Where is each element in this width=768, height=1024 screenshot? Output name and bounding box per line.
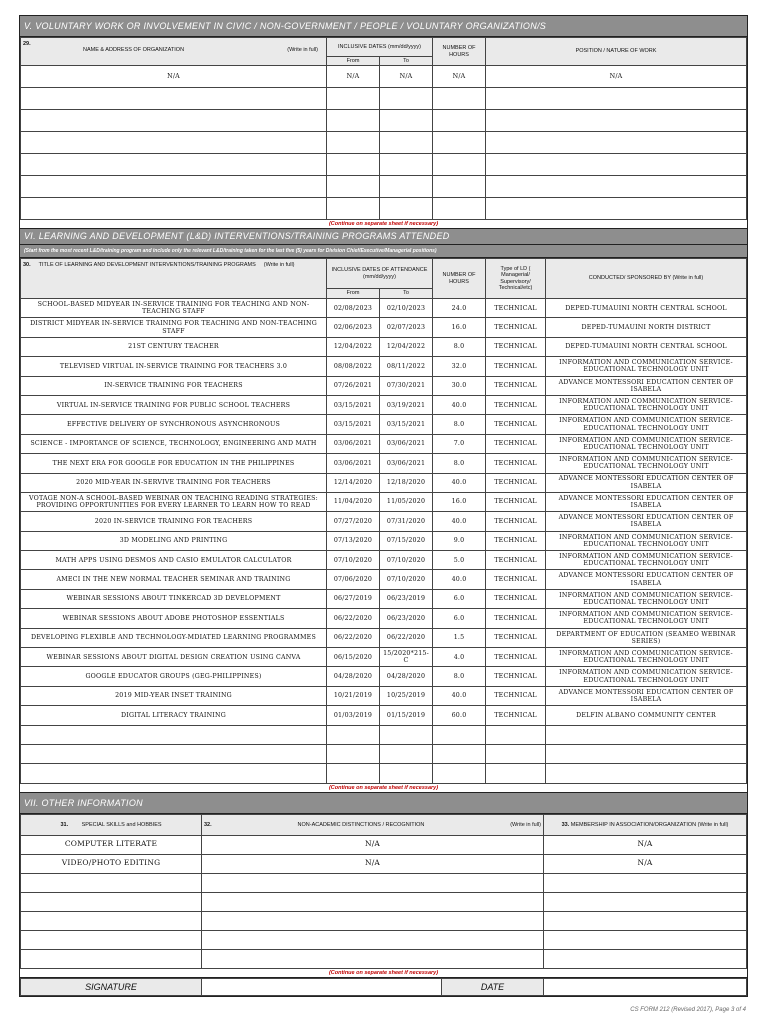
item-number: 30. bbox=[23, 262, 31, 268]
hours-cell[interactable]: 6.0 bbox=[433, 589, 486, 608]
sponsor-cell[interactable]: INFORMATION AND COMMUNICATION SERVICE-EDUCATIONAL TECHNOLOGY UNIT bbox=[546, 454, 747, 473]
table-row bbox=[21, 512, 747, 531]
from-cell[interactable]: 03/06/2021 bbox=[327, 434, 380, 453]
hours-cell[interactable]: 40.0 bbox=[433, 686, 486, 705]
hours-cell[interactable] bbox=[433, 154, 486, 176]
table-row bbox=[21, 648, 747, 667]
from-cell[interactable]: 06/22/2020 bbox=[327, 609, 380, 628]
to-cell[interactable] bbox=[380, 176, 433, 198]
training-title-cell[interactable]: THE NEXT ERA FOR GOOGLE FOR EDUCATION IN THE PHILIPPINES bbox=[21, 454, 327, 473]
training-title-cell[interactable]: TELEVISED VIRTUAL IN-SERVICE TRAINING FOR TEACHERS 3.0 bbox=[21, 357, 327, 376]
to-cell[interactable]: N/A bbox=[380, 66, 433, 88]
skill-cell[interactable]: COMPUTER LITERATE bbox=[21, 835, 202, 854]
org-cell[interactable] bbox=[21, 132, 327, 154]
training-title-cell[interactable]: 2019 MID-YEAR INSET TRAINING bbox=[21, 686, 327, 705]
org-column-note: (Write in full) bbox=[287, 47, 318, 54]
skill-cell[interactable] bbox=[21, 930, 202, 949]
from-cell[interactable]: 01/03/2019 bbox=[327, 706, 380, 725]
to-cell[interactable]: 01/15/2019 bbox=[380, 706, 433, 725]
to-cell[interactable]: 12/04/2022 bbox=[380, 337, 433, 356]
hours-cell[interactable]: 32.0 bbox=[433, 357, 486, 376]
ld-type-header: Type of LD ( Managerial/ Supervisory/ Technical/etc) bbox=[486, 259, 546, 299]
type-cell[interactable] bbox=[486, 764, 546, 783]
to-cell[interactable] bbox=[380, 764, 433, 783]
from-cell[interactable]: 02/06/2023 bbox=[327, 318, 380, 337]
org-cell[interactable] bbox=[21, 110, 327, 132]
date-field[interactable] bbox=[544, 978, 747, 995]
learning-development-table bbox=[20, 258, 747, 784]
training-title-cell[interactable]: 2020 IN-SERVICE TRAINING FOR TEACHERS bbox=[21, 512, 327, 531]
table-row bbox=[21, 551, 747, 570]
table-row bbox=[21, 66, 747, 88]
type-cell[interactable]: TECHNICAL bbox=[486, 570, 546, 589]
table-row bbox=[21, 930, 747, 949]
position-cell[interactable] bbox=[486, 110, 747, 132]
ld-sponsor-note: (Write in full) bbox=[672, 275, 704, 282]
hours-cell[interactable]: 8.0 bbox=[433, 415, 486, 434]
item-number: 29. bbox=[23, 41, 31, 47]
from-header: From bbox=[327, 289, 380, 299]
hours-cell[interactable]: 8.0 bbox=[433, 667, 486, 686]
to-header: To bbox=[380, 57, 433, 66]
skill-cell[interactable] bbox=[21, 949, 202, 968]
hours-cell[interactable]: N/A bbox=[433, 66, 486, 88]
from-cell[interactable] bbox=[327, 88, 380, 110]
training-title-cell[interactable]: MATH APPS USING DESMOS AND CASIO EMULATOR CALCULATOR bbox=[21, 551, 327, 570]
from-cell[interactable]: 06/15/2020 bbox=[327, 648, 380, 667]
to-cell[interactable]: 02/07/2023 bbox=[380, 318, 433, 337]
table-row bbox=[21, 835, 747, 854]
membership-cell[interactable] bbox=[544, 892, 747, 911]
from-cell[interactable]: 03/15/2021 bbox=[327, 395, 380, 414]
type-cell[interactable]: TECHNICAL bbox=[486, 512, 546, 531]
training-title-cell[interactable]: VOTAGE NON-A SCHOOL-BASED WEBINAR ON TEACHING READING STRATEGIES: PROVIDING OPPORTUNITIES FOR EVERY LEARNER TO LEARN HOW TO READ bbox=[21, 492, 327, 511]
sponsor-cell[interactable] bbox=[546, 744, 747, 763]
table-row bbox=[21, 911, 747, 930]
org-cell[interactable]: N/A bbox=[21, 66, 327, 88]
from-cell[interactable]: 07/26/2021 bbox=[327, 376, 380, 395]
from-cell[interactable] bbox=[327, 725, 380, 744]
section-v-header: V. VOLUNTARY WORK OR INVOLVEMENT IN CIVIC / NON-GOVERNMENT / PEOPLE / VOLUNTARY ORGANIZATION/S bbox=[20, 16, 747, 37]
hours-cell[interactable]: 6.0 bbox=[433, 609, 486, 628]
table-row bbox=[21, 589, 747, 608]
hours-cell[interactable]: 7.0 bbox=[433, 434, 486, 453]
hours-cell[interactable]: 30.0 bbox=[433, 376, 486, 395]
training-title-cell[interactable]: 3D MODELING AND PRINTING bbox=[21, 531, 327, 550]
training-title-cell[interactable]: EFFECTIVE DELIVERY OF SYNCHRONOUS ASYNCHRONOUS bbox=[21, 415, 327, 434]
sponsor-cell[interactable]: INFORMATION AND COMMUNICATION SERVICE-EDUCATIONAL TECHNOLOGY UNIT bbox=[546, 551, 747, 570]
to-cell[interactable]: 04/28/2020 bbox=[380, 667, 433, 686]
table-row bbox=[21, 454, 747, 473]
hours-cell[interactable]: 16.0 bbox=[433, 318, 486, 337]
voluntary-org-header bbox=[21, 38, 327, 66]
type-cell[interactable]: TECHNICAL bbox=[486, 648, 546, 667]
distinction-cell[interactable]: N/A bbox=[202, 854, 544, 873]
distinction-cell[interactable] bbox=[202, 911, 544, 930]
type-cell[interactable]: TECHNICAL bbox=[486, 609, 546, 628]
hours-cell[interactable] bbox=[433, 725, 486, 744]
type-cell[interactable]: TECHNICAL bbox=[486, 492, 546, 511]
table-row bbox=[21, 198, 747, 220]
from-cell[interactable]: 07/10/2020 bbox=[327, 551, 380, 570]
to-cell[interactable]: 03/06/2021 bbox=[380, 454, 433, 473]
to-cell[interactable] bbox=[380, 110, 433, 132]
to-cell[interactable]: 02/10/2023 bbox=[380, 299, 433, 318]
table-row bbox=[21, 628, 747, 647]
table-row bbox=[21, 570, 747, 589]
table-row bbox=[21, 434, 747, 453]
from-cell[interactable] bbox=[327, 744, 380, 763]
hours-cell[interactable]: 60.0 bbox=[433, 706, 486, 725]
training-title-cell[interactable]: DISTRICT MIDYEAR IN-SERVICE TRAINING FOR TEACHING AND NON-TEACHING STAFF bbox=[21, 318, 327, 337]
from-cell[interactable]: 07/13/2020 bbox=[327, 531, 380, 550]
table-row bbox=[21, 667, 747, 686]
table-row bbox=[21, 132, 747, 154]
from-cell[interactable]: 06/27/2019 bbox=[327, 589, 380, 608]
to-cell[interactable] bbox=[380, 154, 433, 176]
hours-cell[interactable]: 40.0 bbox=[433, 570, 486, 589]
from-cell[interactable] bbox=[327, 198, 380, 220]
hours-cell[interactable]: 40.0 bbox=[433, 473, 486, 492]
sponsor-cell[interactable]: INFORMATION AND COMMUNICATION SERVICE-EDUCATIONAL TECHNOLOGY UNIT bbox=[546, 415, 747, 434]
type-cell[interactable]: TECHNICAL bbox=[486, 415, 546, 434]
from-cell[interactable] bbox=[327, 154, 380, 176]
membership-cell[interactable]: N/A bbox=[544, 854, 747, 873]
table-row bbox=[21, 764, 747, 783]
skill-cell[interactable] bbox=[21, 892, 202, 911]
membership-cell[interactable] bbox=[544, 949, 747, 968]
training-title-cell[interactable]: 21ST CENTURY TEACHER bbox=[21, 337, 327, 356]
type-cell[interactable]: TECHNICAL bbox=[486, 589, 546, 608]
item-number: 33. bbox=[561, 821, 570, 828]
other-information-table bbox=[20, 814, 747, 969]
sponsor-cell[interactable]: INFORMATION AND COMMUNICATION SERVICE-EDUCATIONAL TECHNOLOGY UNIT bbox=[546, 531, 747, 550]
membership-cell[interactable]: N/A bbox=[544, 835, 747, 854]
skill-cell[interactable] bbox=[21, 873, 202, 892]
to-header: To bbox=[380, 289, 433, 299]
type-cell[interactable]: TECHNICAL bbox=[486, 299, 546, 318]
sponsor-cell[interactable]: ADVANCE MONTESSORI EDUCATION CENTER OF ISABELA bbox=[546, 376, 747, 395]
hours-cell[interactable]: 1.5 bbox=[433, 628, 486, 647]
membership-cell[interactable] bbox=[544, 911, 747, 930]
to-cell[interactable]: 06/22/2020 bbox=[380, 628, 433, 647]
from-cell[interactable] bbox=[327, 110, 380, 132]
hours-cell[interactable]: 8.0 bbox=[433, 337, 486, 356]
type-cell[interactable]: TECHNICAL bbox=[486, 551, 546, 570]
to-cell[interactable]: 07/31/2020 bbox=[380, 512, 433, 531]
to-cell[interactable]: 07/10/2020 bbox=[380, 551, 433, 570]
membership-label: MEMBERSHIP IN ASSOCIATION/ORGANIZATION (Write in full) bbox=[570, 821, 729, 828]
item-number: 32. bbox=[204, 821, 212, 828]
from-cell[interactable]: 11/04/2020 bbox=[327, 492, 380, 511]
membership-cell[interactable] bbox=[544, 930, 747, 949]
type-cell[interactable]: TECHNICAL bbox=[486, 337, 546, 356]
sponsor-cell[interactable]: ADVANCE MONTESSORI EDUCATION CENTER OF ISABELA bbox=[546, 512, 747, 531]
sponsor-cell[interactable]: INFORMATION AND COMMUNICATION SERVICE-EDUCATIONAL TECHNOLOGY UNIT bbox=[546, 357, 747, 376]
hours-cell[interactable]: 24.0 bbox=[433, 299, 486, 318]
to-cell[interactable]: 06/23/2019 bbox=[380, 589, 433, 608]
hours-cell[interactable] bbox=[433, 764, 486, 783]
to-cell[interactable]: 03/06/2021 bbox=[380, 434, 433, 453]
table-row bbox=[21, 376, 747, 395]
sponsor-cell[interactable]: DEPED-TUMAUINI NORTH DISTRICT bbox=[546, 318, 747, 337]
table-row bbox=[21, 892, 747, 911]
sponsor-cell[interactable]: DELFIN ALBANO COMMUNITY CENTER bbox=[546, 706, 747, 725]
type-cell[interactable]: TECHNICAL bbox=[486, 357, 546, 376]
from-header: From bbox=[327, 57, 380, 66]
type-cell[interactable]: TECHNICAL bbox=[486, 473, 546, 492]
voluntary-dates-header: INCLUSIVE DATES (mm/dd/yyyy) bbox=[327, 38, 433, 57]
signature-label: SIGNATURE bbox=[21, 978, 202, 995]
sponsor-cell[interactable]: DEPED-TUMAUINI NORTH CENTRAL SCHOOL bbox=[546, 299, 747, 318]
distinction-cell[interactable]: N/A bbox=[202, 835, 544, 854]
to-cell[interactable]: 03/19/2021 bbox=[380, 395, 433, 414]
type-cell[interactable]: TECHNICAL bbox=[486, 454, 546, 473]
position-cell[interactable] bbox=[486, 154, 747, 176]
to-cell[interactable]: 07/30/2021 bbox=[380, 376, 433, 395]
table-row bbox=[21, 110, 747, 132]
to-cell[interactable] bbox=[380, 88, 433, 110]
to-cell[interactable]: 07/10/2020 bbox=[380, 570, 433, 589]
hours-cell[interactable]: 40.0 bbox=[433, 395, 486, 414]
from-cell[interactable]: 07/06/2020 bbox=[327, 570, 380, 589]
org-column-label: NAME & ADDRESS OF ORGANIZATION bbox=[83, 47, 185, 54]
table-row bbox=[21, 88, 747, 110]
to-cell[interactable]: 06/23/2020 bbox=[380, 609, 433, 628]
section-vii-continue-note: (Continue on separate sheet if necessary) bbox=[20, 969, 747, 978]
skills-label: SPECIAL SKILLS and HOBBIES bbox=[81, 821, 162, 828]
training-title-cell[interactable] bbox=[21, 764, 327, 783]
hours-cell[interactable]: 4.0 bbox=[433, 648, 486, 667]
type-cell[interactable]: TECHNICAL bbox=[486, 531, 546, 550]
type-cell[interactable]: TECHNICAL bbox=[486, 706, 546, 725]
from-cell[interactable] bbox=[327, 176, 380, 198]
sponsor-cell[interactable]: INFORMATION AND COMMUNICATION SERVICE-EDUCATIONAL TECHNOLOGY UNIT bbox=[546, 589, 747, 608]
voluntary-hours-header: NUMBER OF HOURS bbox=[433, 38, 486, 66]
voluntary-work-table bbox=[20, 37, 747, 220]
sponsor-cell[interactable]: DEPED-TUMAUINI NORTH CENTRAL SCHOOL bbox=[546, 337, 747, 356]
from-cell[interactable]: 06/22/2020 bbox=[327, 628, 380, 647]
table-row bbox=[21, 686, 747, 705]
sponsor-cell[interactable]: INFORMATION AND COMMUNICATION SERVICE-EDUCATIONAL TECHNOLOGY UNIT bbox=[546, 395, 747, 414]
training-title-cell[interactable]: WEBINAR SESSIONS ABOUT TINKERCAD 3D DEVELOPMENT bbox=[21, 589, 327, 608]
table-row bbox=[21, 357, 747, 376]
type-cell[interactable]: TECHNICAL bbox=[486, 686, 546, 705]
sponsor-cell[interactable]: INFORMATION AND COMMUNICATION SERVICE-EDUCATIONAL TECHNOLOGY UNIT bbox=[546, 434, 747, 453]
table-row bbox=[21, 725, 747, 744]
training-title-cell[interactable]: SCIENCE - IMPORTANCE OF SCIENCE, TECHNOLOGY, ENGINEERING AND MATH bbox=[21, 434, 327, 453]
hours-cell[interactable] bbox=[433, 744, 486, 763]
training-title-cell[interactable] bbox=[21, 725, 327, 744]
table-row bbox=[21, 154, 747, 176]
sponsor-cell[interactable]: ADVANCE MONTESSORI EDUCATION CENTER OF ISABELA bbox=[546, 492, 747, 511]
sponsor-cell[interactable]: DEPARTMENT OF EDUCATION (SEAMEO WEBINAR SERIES) bbox=[546, 628, 747, 647]
hours-cell[interactable] bbox=[433, 110, 486, 132]
from-cell[interactable]: 08/08/2022 bbox=[327, 357, 380, 376]
type-cell[interactable]: TECHNICAL bbox=[486, 434, 546, 453]
section-v-continue-note: (Continue on separate sheet if necessary) bbox=[20, 220, 747, 229]
type-cell[interactable]: TECHNICAL bbox=[486, 318, 546, 337]
distinctions-label: NON-ACADEMIC DISTINCTIONS / RECOGNITION bbox=[297, 821, 425, 828]
ld-hours-header: NUMBER OF HOURS bbox=[433, 259, 486, 299]
table-row bbox=[21, 299, 747, 318]
distinction-cell[interactable] bbox=[202, 949, 544, 968]
training-title-cell[interactable]: 2020 MID-YEAR IN-SERVIVE TRAINING FOR TEACHERS bbox=[21, 473, 327, 492]
from-cell[interactable]: 07/27/2020 bbox=[327, 512, 380, 531]
hours-cell[interactable] bbox=[433, 132, 486, 154]
from-cell[interactable]: 12/04/2022 bbox=[327, 337, 380, 356]
position-cell[interactable] bbox=[486, 88, 747, 110]
training-title-cell[interactable]: WEBINAR SESSIONS ABOUT DIGITAL DESIGN CREATION USING CANVA bbox=[21, 648, 327, 667]
type-cell[interactable] bbox=[486, 744, 546, 763]
training-title-cell[interactable]: IN-SERVICE TRAINING FOR TEACHERS bbox=[21, 376, 327, 395]
from-cell[interactable]: N/A bbox=[327, 66, 380, 88]
position-cell[interactable] bbox=[486, 176, 747, 198]
table-row bbox=[21, 473, 747, 492]
type-cell[interactable]: TECHNICAL bbox=[486, 628, 546, 647]
ld-title-label: TITLE OF LEARNING AND DEVELOPMENT INTERVENTIONS/TRAINING PROGRAMS bbox=[38, 262, 256, 268]
table-row bbox=[21, 706, 747, 725]
to-cell[interactable] bbox=[380, 725, 433, 744]
type-cell[interactable]: TECHNICAL bbox=[486, 667, 546, 686]
training-title-cell[interactable]: GOOGLE EDUCATOR GROUPS (GEG-PHILIPPINES) bbox=[21, 667, 327, 686]
to-cell[interactable]: 07/15/2020 bbox=[380, 531, 433, 550]
table-row bbox=[21, 176, 747, 198]
voluntary-position-header: POSITION / NATURE OF WORK bbox=[486, 38, 747, 66]
distinction-cell[interactable] bbox=[202, 873, 544, 892]
org-cell[interactable] bbox=[21, 176, 327, 198]
to-cell[interactable]: 10/25/2019 bbox=[380, 686, 433, 705]
sponsor-cell[interactable]: ADVANCE MONTESSORI EDUCATION CENTER OF ISABELA bbox=[546, 570, 747, 589]
to-cell[interactable] bbox=[380, 744, 433, 763]
table-row bbox=[21, 873, 747, 892]
from-cell[interactable]: 10/21/2019 bbox=[327, 686, 380, 705]
sponsor-cell[interactable] bbox=[546, 764, 747, 783]
ld-title-header bbox=[21, 259, 327, 299]
hours-cell[interactable]: 8.0 bbox=[433, 454, 486, 473]
table-row bbox=[21, 395, 747, 414]
skill-cell[interactable] bbox=[21, 911, 202, 930]
table-row bbox=[21, 337, 747, 356]
training-title-cell[interactable]: AMECI IN THE NEW NORMAL TEACHER SEMINAR AND TRAINING bbox=[21, 570, 327, 589]
section-vii-header: VII. OTHER INFORMATION bbox=[20, 793, 747, 814]
training-title-cell[interactable] bbox=[21, 744, 327, 763]
distinction-cell[interactable] bbox=[202, 930, 544, 949]
hours-cell[interactable] bbox=[433, 176, 486, 198]
section-vi-header: VI. LEARNING AND DEVELOPMENT (L&D) INTERVENTIONS/TRAINING PROGRAMS ATTENDED bbox=[20, 229, 747, 245]
sponsor-cell[interactable] bbox=[546, 725, 747, 744]
type-cell[interactable]: TECHNICAL bbox=[486, 376, 546, 395]
table-row bbox=[21, 609, 747, 628]
position-cell[interactable] bbox=[486, 132, 747, 154]
to-cell[interactable]: 03/15/2021 bbox=[380, 415, 433, 434]
from-cell[interactable] bbox=[327, 764, 380, 783]
from-cell[interactable]: 03/15/2021 bbox=[327, 415, 380, 434]
type-cell[interactable] bbox=[486, 725, 546, 744]
training-title-cell[interactable]: VIRTUAL IN-SERVICE TRAINING FOR PUBLIC SCHOOL TEACHERS bbox=[21, 395, 327, 414]
section-vi-continue-note: (Continue on separate sheet if necessary) bbox=[20, 784, 747, 793]
signature-table bbox=[20, 978, 747, 996]
membership-header bbox=[544, 814, 747, 835]
hours-cell[interactable] bbox=[433, 88, 486, 110]
table-row bbox=[21, 415, 747, 434]
from-cell[interactable]: 02/08/2023 bbox=[327, 299, 380, 318]
position-cell[interactable]: N/A bbox=[486, 66, 747, 88]
table-row bbox=[21, 531, 747, 550]
to-cell[interactable]: 15/2020*215-C bbox=[380, 648, 433, 667]
to-cell[interactable] bbox=[380, 198, 433, 220]
to-cell[interactable]: 11/05/2020 bbox=[380, 492, 433, 511]
training-title-cell[interactable]: DEVELOPING FLEXIBLE AND TECHNOLOGY-MDIATED LEARNING PROGRAMMES bbox=[21, 628, 327, 647]
position-cell[interactable] bbox=[486, 198, 747, 220]
skill-cell[interactable]: VIDEO/PHOTO EDITING bbox=[21, 854, 202, 873]
hours-cell[interactable] bbox=[433, 198, 486, 220]
section-vi-subheader: (Start from the most recent L&D/training program and include only the relevant L&D/training taken for the last five (5) years for Division Chief/Executive/Managerial positions) bbox=[20, 245, 747, 258]
org-cell[interactable] bbox=[21, 154, 327, 176]
to-cell[interactable] bbox=[380, 132, 433, 154]
signature-field[interactable] bbox=[202, 978, 442, 995]
from-cell[interactable]: 12/14/2020 bbox=[327, 473, 380, 492]
training-title-cell[interactable]: WEBINAR SESSIONS ABOUT ADOBE PHOTOSHOP ESSENTIALS bbox=[21, 609, 327, 628]
to-cell[interactable]: 12/18/2020 bbox=[380, 473, 433, 492]
sponsor-cell[interactable]: ADVANCE MONTESSORI EDUCATION CENTER OF ISABELA bbox=[546, 686, 747, 705]
table-row bbox=[21, 854, 747, 873]
hours-cell[interactable]: 40.0 bbox=[433, 512, 486, 531]
sponsor-cell[interactable]: ADVANCE MONTESSORI EDUCATION CENTER OF ISABELA bbox=[546, 473, 747, 492]
ld-sponsor-header bbox=[546, 259, 747, 299]
org-cell[interactable] bbox=[21, 198, 327, 220]
table-row bbox=[21, 492, 747, 511]
sponsor-cell[interactable]: INFORMATION AND COMMUNICATION SERVICE-EDUCATIONAL TECHNOLOGY UNIT bbox=[546, 648, 747, 667]
training-title-cell[interactable]: DIGITAL LITERACY TRAINING bbox=[21, 706, 327, 725]
membership-cell[interactable] bbox=[544, 873, 747, 892]
table-row bbox=[21, 949, 747, 968]
pds-page bbox=[19, 15, 748, 997]
ld-dates-header: INCLUSIVE DATES OF ATTENDANCE (mm/dd/yyyy) bbox=[327, 259, 433, 289]
table-row bbox=[21, 318, 747, 337]
org-cell[interactable] bbox=[21, 88, 327, 110]
hours-cell[interactable]: 16.0 bbox=[433, 492, 486, 511]
table-row bbox=[21, 744, 747, 763]
distinction-cell[interactable] bbox=[202, 892, 544, 911]
distinctions-header bbox=[202, 814, 544, 835]
ld-title-note: (Write in full) bbox=[263, 262, 295, 268]
hours-cell[interactable]: 5.0 bbox=[433, 551, 486, 570]
date-label: DATE bbox=[442, 978, 544, 995]
ld-sponsor-label: CONDUCTED/ SPONSORED BY bbox=[588, 275, 671, 282]
training-title-cell[interactable]: SCHOOL-BASED MIDYEAR IN-SERVICE TRAINING FOR TEACHING AND NON-TEACHING STAFF bbox=[21, 299, 327, 318]
item-number: 31. bbox=[60, 821, 69, 828]
type-cell[interactable]: TECHNICAL bbox=[486, 395, 546, 414]
skills-header bbox=[21, 814, 202, 835]
sponsor-cell[interactable]: INFORMATION AND COMMUNICATION SERVICE-EDUCATIONAL TECHNOLOGY UNIT bbox=[546, 667, 747, 686]
hours-cell[interactable]: 9.0 bbox=[433, 531, 486, 550]
form-footer: CS FORM 212 (Revised 2017), Page 3 of 4 bbox=[630, 1007, 746, 1013]
to-cell[interactable]: 08/11/2022 bbox=[380, 357, 433, 376]
sponsor-cell[interactable]: INFORMATION AND COMMUNICATION SERVICE-EDUCATIONAL TECHNOLOGY UNIT bbox=[546, 609, 747, 628]
from-cell[interactable] bbox=[327, 132, 380, 154]
from-cell[interactable]: 03/06/2021 bbox=[327, 454, 380, 473]
from-cell[interactable]: 04/28/2020 bbox=[327, 667, 380, 686]
distinctions-note: (Write in full) bbox=[510, 821, 541, 828]
